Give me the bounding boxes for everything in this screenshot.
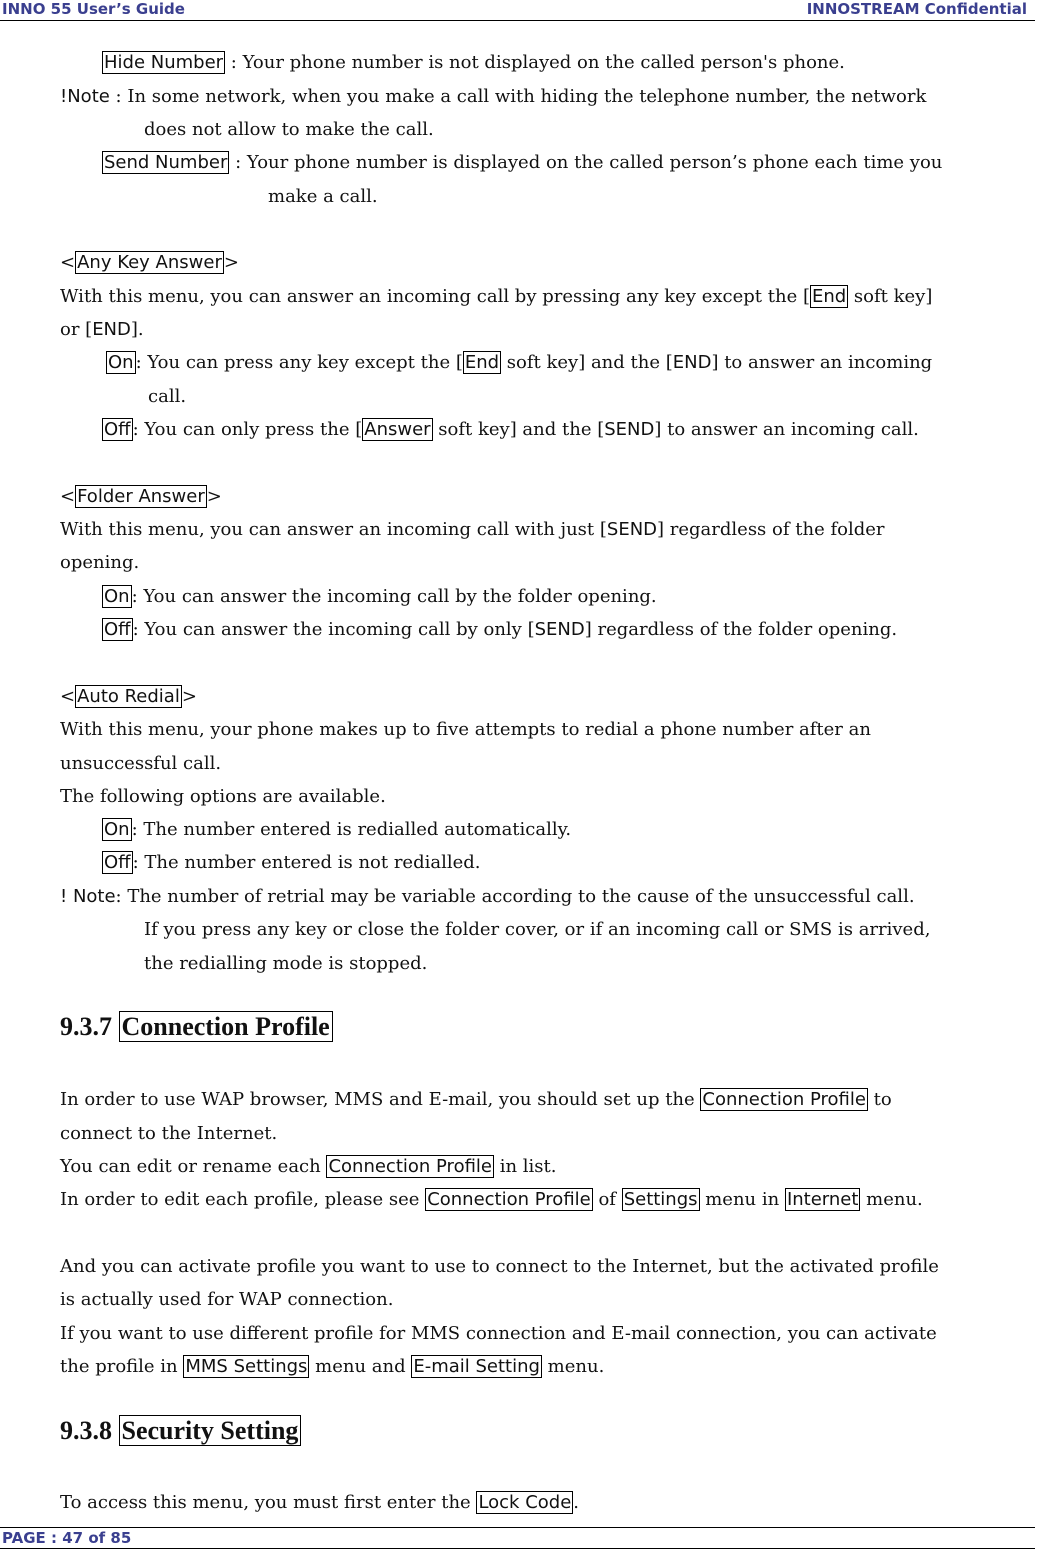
- send-key-label: SEND: [604, 419, 655, 440]
- on-label: On: [104, 586, 130, 607]
- hide-number-label: Hide Number: [104, 52, 224, 73]
- internet-label: Internet: [786, 1189, 859, 1210]
- end-key-label: END: [92, 319, 131, 340]
- hide-number-line: Hide Number : Your phone number is not displayed on the called person's phone.: [104, 52, 845, 73]
- activate-profile-desc-3: If you want to use different profile for MMS connection and E-mail connection, you can activate: [60, 1323, 937, 1344]
- page-header: [0, 0, 1035, 21]
- activate-profile-desc: And you can activate profile you want to use to connect to the Internet, but the activated profile: [60, 1256, 939, 1277]
- end-softkey-label: End: [464, 352, 500, 373]
- connection-profile-desc-2: connect to the Internet.: [60, 1123, 278, 1144]
- end-softkey-label: End: [811, 286, 847, 307]
- connection-profile-edit: You can edit or rename each Connection Profile in list.: [60, 1156, 557, 1177]
- folder-off-line: Off : You can answer the incoming call by only [SEND] regardless of the folder opening.: [104, 619, 898, 640]
- any-key-desc-2: or [END].: [60, 319, 144, 340]
- security-setting-title: Security Setting: [119, 1415, 302, 1446]
- auto-redial-label: Auto Redial: [77, 686, 180, 707]
- connection-profile-desc: In order to use WAP browser, MMS and E-mail, you should set up the Connection Profile to: [60, 1089, 892, 1110]
- note-continuation: does not allow to make the call.: [144, 119, 434, 140]
- redial-on-line: On : The number entered is redialled automatically.: [104, 819, 572, 840]
- settings-label: Settings: [623, 1189, 698, 1210]
- any-key-off-line: Off : You can only press the [ Answer soft key] and the [SEND] to answer an incoming call.: [104, 419, 919, 440]
- answer-softkey-label: Answer: [364, 419, 431, 440]
- connection-profile-label: Connection Profile: [702, 1089, 866, 1110]
- section-heading-security-setting: 9.3.8 Security Setting: [60, 1416, 301, 1446]
- any-key-desc: With this menu, you can answer an incoming call by pressing any key except the [ End soft key]: [60, 286, 933, 307]
- send-number-continuation: make a call.: [268, 186, 378, 207]
- connection-profile-label: Connection Profile: [328, 1156, 492, 1177]
- header-confidential: INNOSTREAM Confidential: [806, 0, 1027, 18]
- auto-redial-desc-2: unsuccessful call.: [60, 753, 222, 774]
- folder-on-line: On : You can answer the incoming call by the folder opening.: [104, 586, 657, 607]
- folder-answer-desc-2: opening.: [60, 552, 140, 573]
- security-desc: To access this menu, you must first enter the Lock Code .: [60, 1492, 580, 1513]
- email-setting-label: E-mail Setting: [413, 1356, 540, 1377]
- folder-answer-desc: With this menu, you can answer an incoming call with just [SEND] regardless of the folder: [60, 519, 885, 540]
- redial-note-continuation: If you press any key or close the folder cover, or if an incoming call or SMS is arrived,: [144, 919, 931, 940]
- page-number: PAGE : 47 of 85: [2, 1529, 132, 1547]
- page-footer: [0, 1527, 1035, 1549]
- redial-note-line: ! Note: The number of retrial may be variable according to the cause of the unsuccessful call.: [60, 886, 915, 907]
- connection-profile-ref: In order to edit each profile, please see Connection Profile of Settings menu in Internet menu.: [60, 1189, 923, 1210]
- header-title: INNO 55 User’s Guide: [2, 0, 185, 18]
- folder-answer-heading: < Folder Answer >: [60, 486, 222, 507]
- activate-profile-desc-4: the profile in MMS Settings menu and E-mail Setting menu.: [60, 1356, 605, 1377]
- send-key-label: SEND: [534, 619, 585, 640]
- redial-note-continuation-2: the redialling mode is stopped.: [144, 953, 428, 974]
- mms-settings-label: MMS Settings: [185, 1356, 308, 1377]
- activate-profile-desc-2: is actually used for WAP connection.: [60, 1289, 394, 1310]
- off-label: Off: [104, 419, 131, 440]
- lock-code-label: Lock Code: [478, 1492, 572, 1513]
- any-key-answer-label: Any Key Answer: [77, 252, 222, 273]
- any-key-answer-heading: < Any Key Answer >: [60, 252, 239, 273]
- redial-off-line: Off : The number entered is not redialled.: [104, 852, 481, 873]
- send-key-label: SEND: [606, 519, 658, 540]
- any-key-on-line: On : You can press any key except the [ End soft key] and the [END] to answer an incoming: [108, 352, 933, 373]
- note-line: !Note : In some network, when you make a call with hiding the telephone number, the network: [60, 86, 927, 107]
- section-heading-connection-profile: 9.3.7 Connection Profile: [60, 1012, 333, 1042]
- auto-redial-desc: With this menu, your phone makes up to five attempts to redial a phone number after an: [60, 719, 871, 740]
- on-label: On: [108, 352, 134, 373]
- note-label: ! Note: [60, 886, 116, 907]
- auto-redial-options: The following options are available.: [60, 786, 386, 807]
- send-number-label: Send Number: [104, 152, 228, 173]
- any-key-on-continuation: call.: [148, 386, 187, 407]
- folder-answer-label: Folder Answer: [77, 486, 205, 507]
- connection-profile-label: Connection Profile: [427, 1189, 591, 1210]
- send-number-line: Send Number : Your phone number is displayed on the called person’s phone each time you: [104, 152, 943, 173]
- connection-profile-title: Connection Profile: [119, 1011, 333, 1042]
- off-label: Off: [104, 619, 131, 640]
- end-key-label: END: [672, 352, 712, 373]
- note-label: !Note: [60, 86, 110, 107]
- on-label: On: [104, 819, 130, 840]
- auto-redial-heading: < Auto Redial >: [60, 686, 197, 707]
- off-label: Off: [104, 852, 131, 873]
